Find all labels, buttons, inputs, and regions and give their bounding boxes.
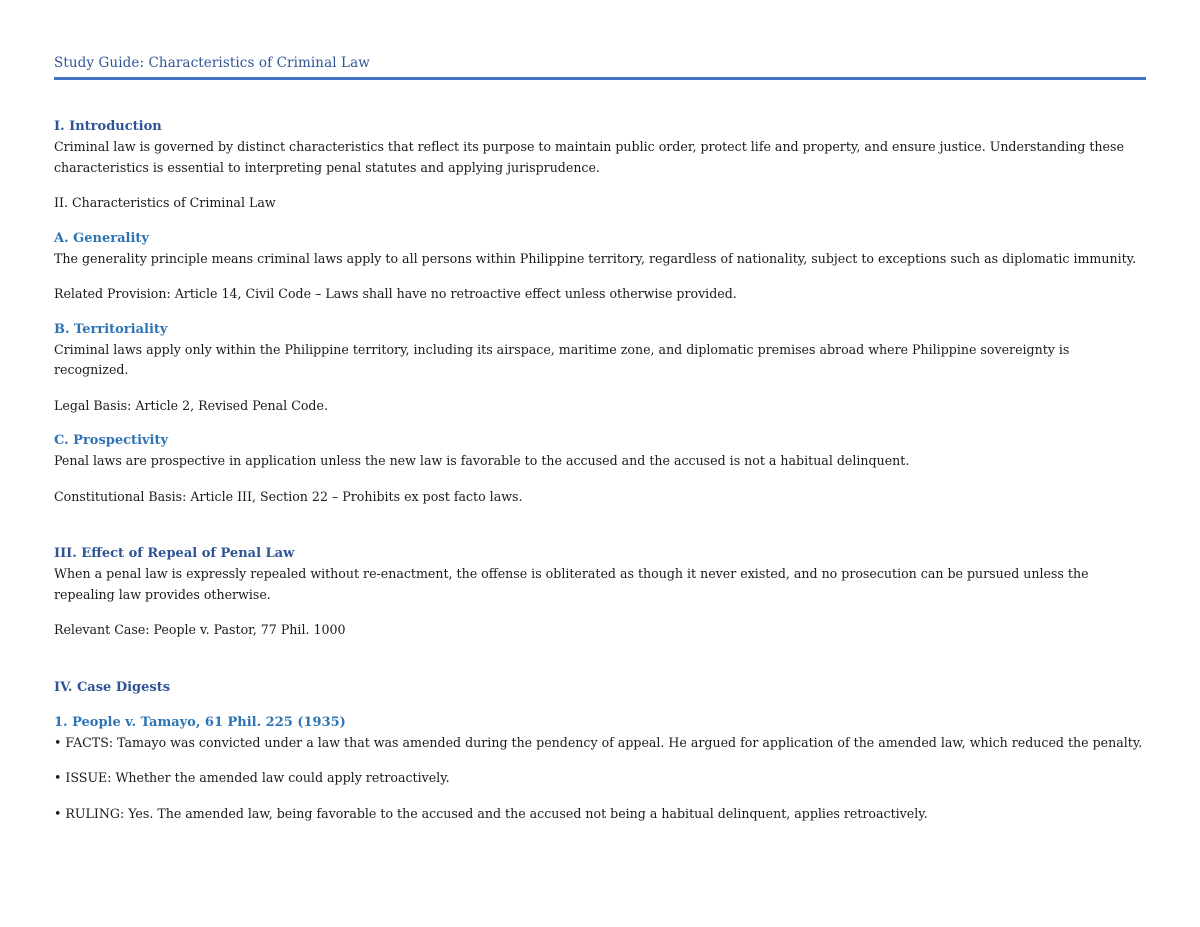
section-repeal bbox=[54, 544, 1146, 641]
prospectivity-note: Constitutional Basis: Article III, Section 22 – Prohibits ex post facto laws. bbox=[54, 488, 523, 504]
generality-body: The generality principle means criminal laws apply to all persons within Philippine territory, regardless of nationality, subject to exceptions such as diplomatic immunity. bbox=[54, 250, 1137, 266]
case-ruling: • RULING: Yes. The amended law, being favorable to the accused and the accused not being a habitual delinquent, applies retroactively. bbox=[54, 805, 928, 821]
territoriality-body: Criminal laws apply only within the Philippine territory, including its airspace, maritime zone, and diplomatic premises abroad where Philippine sovereignty is recognized. bbox=[54, 341, 1070, 377]
case-facts: • FACTS: Tamayo was convicted under a law that was amended during the pendency of appeal. He argued for application of the amended law, which reduced the penalty. bbox=[54, 734, 1143, 750]
territoriality-heading: B. Territoriality bbox=[54, 321, 168, 337]
case-digests-heading: IV. Case Digests bbox=[54, 679, 171, 695]
prospectivity-heading: C. Prospectivity bbox=[54, 433, 169, 448]
section-generality bbox=[54, 229, 1146, 305]
introduction-heading: I. Introduction bbox=[54, 119, 162, 134]
generality-heading: A. Generality bbox=[54, 230, 149, 246]
section-case-digests bbox=[54, 678, 1146, 825]
repeal-note: Relevant Case: People v. Pastor, 77 Phil. 1000 bbox=[54, 622, 346, 637]
repeal-body: When a penal law is expressly repealed without re-enactment, the offense is obliterated as though it never existed, and no prosecution can be pursued unless the repealing law provides otherwise. bbox=[54, 566, 1089, 602]
territoriality-note: Legal Basis: Article 2, Revised Penal Code. bbox=[54, 397, 328, 413]
document-body bbox=[54, 117, 1146, 824]
characteristics-heading: II. Characteristics of Criminal Law bbox=[54, 195, 276, 210]
case-issue: • ISSUE: Whether the amended law could apply retroactively. bbox=[54, 770, 450, 785]
prospectivity-body: Penal laws are prospective in application unless the new law is favorable to the accused and the accused is not a habitual delinquent. bbox=[54, 453, 910, 468]
case-digest-item bbox=[54, 713, 1146, 825]
section-prospectivity bbox=[54, 431, 1146, 507]
section-territoriality bbox=[54, 320, 1146, 417]
document-title: Study Guide: Characteristics of Criminal Law bbox=[54, 55, 370, 71]
introduction-body: Criminal law is governed by distinct characteristics that reflect its purpose to maintain public order, protect life and property, and ensure justice. Understanding these characteristics is essential to interpreting penal statutes and applying jurisprudence. bbox=[54, 139, 1124, 175]
case-heading: 1. People v. Tamayo, 61 Phil. 225 (1935) bbox=[54, 714, 346, 730]
generality-note: Related Provision: Article 14, Civil Code – Laws shall have no retroactive effect unless otherwise provided. bbox=[54, 286, 737, 301]
section-introduction bbox=[54, 117, 1146, 178]
title-underline bbox=[54, 77, 1146, 80]
repeal-heading: III. Effect of Repeal of Penal Law bbox=[54, 546, 295, 561]
